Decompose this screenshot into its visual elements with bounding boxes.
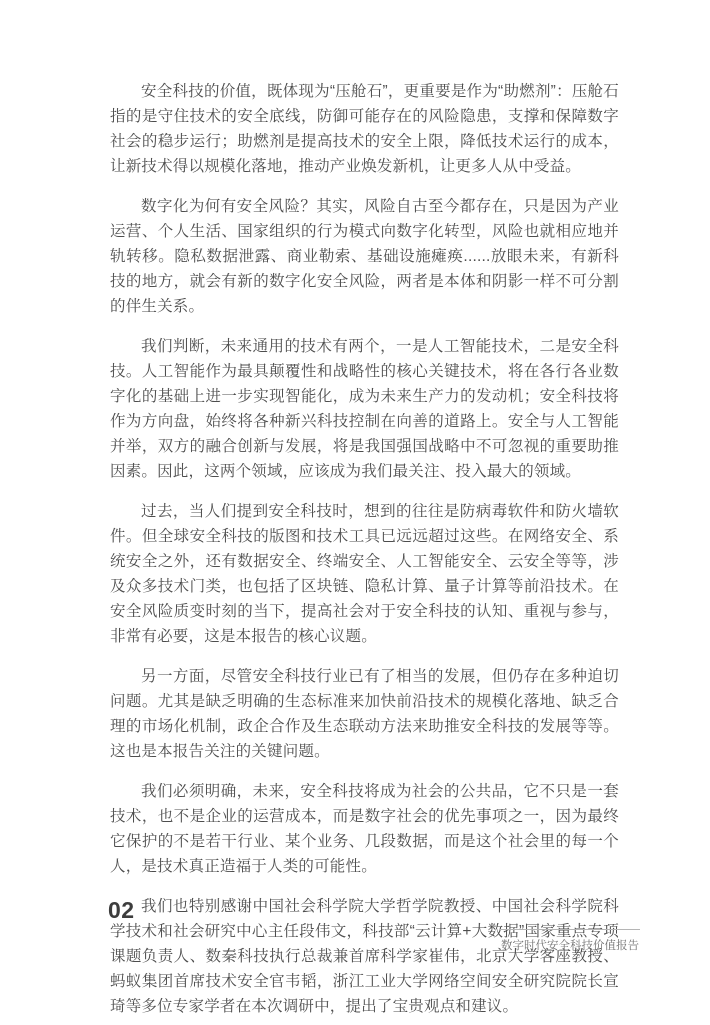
footer-report-title: 数字时代安全科技价值报告: [501, 940, 639, 952]
paragraph-two-technologies: 我们判断，未来通用的技术有两个，一是人工智能技术，二是安全科技。人工智能作为最具颠覆性和战略性的核心关键技术，将在各行各业数字化的基础上进一步实现智能化，成为未来生产力的发动机；安全科技将作为方向盘，始终将各种新兴科技控制在向善的道路上。安全与人工智能并举，双方的融合创新与发展，将是我国强国战略中不可忽视的重要助推因素。因此，这两个领域，应该成为我们最关注、投入最大的领域。: [110, 338, 619, 480]
paragraph-digital-risk: 数字化为何有安全风险？其实，风险自古至今都存在，只是因为产业运营、个人生活、国家组织的行为模式向数字化转型，风险也就相应地并轨转移。隐私数据泄露、商业勒索、基础设施瘫痪......放眼未来，有新科技的地方，就会有新的数字化安全风险，两者是本体和阴影一样不可分割的伴生关系。: [110, 198, 619, 315]
footer-report-title-block: [500, 929, 640, 953]
paragraph-value-ballast: 安全科技的价值，既体现为“压舱石”，更重要是作为“助燃剂”：压舱石指的是守住技术的安全底线，防御可能存在的风险隐患，支撑和保障数字社会的稳步运行；助燃剂是提高技术的安全上限，降低技术运行的成本，让新技术得以规模化落地，推动产业焕发新机，让更多人从中受益。: [110, 83, 619, 175]
paragraph-public-good: 我们必须明确，未来，安全科技将成为社会的公共品，它不只是一套技术，也不是企业的运营成本，而是数字社会的优先事项之一，因为最终它保护的不是若干行业、某个业务、几段数据，而是这个社会里的每一个人，是技术真正造福于人类的可能性。: [110, 783, 619, 875]
paragraph-acknowledgements: 我们也特别感谢中国社会科学院大学哲学院教授、中国社会科学院科学技术和社会研究中心主任段伟文，科技部“云计算+大数据”国家重点专项课题负责人、数秦科技执行总裁兼首席科学家崔伟，北京大学客座教授、蚂蚁集团首席技术安全官韦韬，浙江工业大学网络空间安全研究院院长宣琦等多位专家学者在本次调研中，提出了宝贵观点和建议。: [110, 898, 619, 1015]
footer-divider-line: [500, 929, 640, 930]
paragraph-security-landscape: 过去，当人们提到安全科技时，想到的往往是防病毒软件和防火墙软件。但全球安全科技的版图和技术工具已远远超过这些。在网络安全、系统安全之外，还有数据安全、终端安全、人工智能安全、云安全等等，涉及众多技术门类，也包括了区块链、隐私计算、量子计算等前沿技术。在安全风险质变时刻的当下，提高社会对于安全科技的认知、重视与参与，非常有必要，这是本报告的核心议题。: [110, 503, 619, 645]
body-text-block: [110, 79, 619, 1025]
page-number: 02: [108, 897, 135, 923]
paragraph-industry-problems: 另一方面，尽管安全科技行业已有了相当的发展，但仍存在多种迫切问题。尤其是缺乏明确的生态标准来加快前沿技术的规模化落地、缺乏合理的市场化机制，政企合作及生态联动方法来助推安全科技的发展等等。这也是本报告关注的关键问题。: [110, 668, 619, 760]
